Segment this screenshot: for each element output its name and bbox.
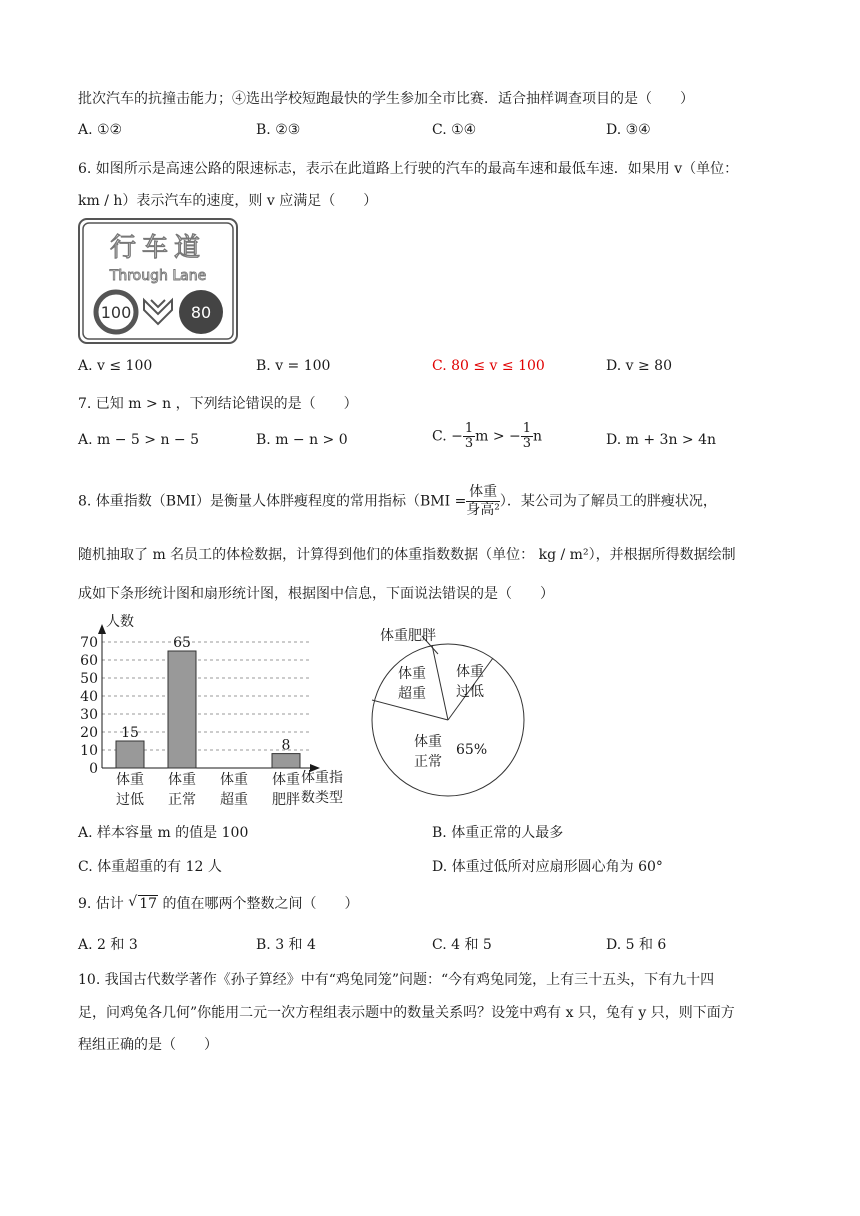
sqrt-sign: √ (128, 894, 138, 910)
bar-data-label: 8 (281, 737, 291, 754)
q9-option-d: D. 5 和 6 (606, 937, 667, 953)
x-tick-label: 体重 (116, 772, 144, 788)
x-tick-label: 过低 (116, 792, 144, 808)
pie-label-normal-1: 体重 (414, 734, 442, 750)
q7-option-a: A. m − 5 > n − 5 (78, 432, 200, 448)
x-tick-label: 体重 (168, 772, 196, 788)
q5-option-c: C. ①④ (432, 122, 477, 138)
fraction-one-third (463, 422, 475, 451)
q8-option-a: A. 样本容量 m 的值是 100 (78, 825, 249, 841)
q7-c-mid: m > − (475, 428, 521, 445)
pie-label-overweight-1: 体重 (398, 666, 426, 682)
x-tick-label: 体重 (220, 772, 248, 788)
frac-denominator: 3 (464, 436, 474, 451)
q10-stem-line2: 足，问鸡兔各几何”你能用二元一次方程组表示题中的数量关系吗？设笼中鸡有 x 只，兔有 y 只，则下面方 (78, 1005, 735, 1021)
sign-subtitle: Through Lane (109, 268, 207, 284)
q7-c-suffix: n (533, 428, 543, 445)
q7-option-c (432, 422, 542, 451)
frac-denominator: 3 (522, 436, 532, 451)
bar-chart (76, 610, 346, 810)
q9-stem-part2: 的值在哪两个整数之间（ ） (162, 896, 359, 912)
speed-limit-sign (78, 218, 238, 344)
q8-option-b: B. 体重正常的人最多 (432, 825, 564, 841)
q5-option-a: A. ①② (78, 122, 123, 138)
frac-numerator: 1 (464, 421, 474, 436)
y-tick-label: 40 (80, 689, 98, 705)
q9-option-c: C. 4 和 5 (432, 937, 492, 953)
pie-label-low-1: 体重 (456, 664, 484, 680)
pie-label-overweight-2: 超重 (398, 686, 426, 702)
bmi-fraction (466, 484, 500, 519)
q7-option-d: D. m + 3n > 4n (606, 432, 717, 448)
x-axis-title-line2: 数类型 (301, 790, 343, 806)
x-tick-label: 正常 (168, 792, 196, 808)
q8-stem-line1 (78, 484, 717, 519)
q9-stem (78, 893, 359, 913)
q6-option-d: D. v ≥ 80 (606, 358, 672, 374)
q6-option-b: B. v = 100 (256, 358, 331, 374)
x-tick-label: 体重 (272, 772, 300, 788)
bar-data-label: 15 (121, 725, 139, 741)
q9-stem-part1: 9. 估计 (78, 896, 124, 912)
q8-stem-line2: 随机抽取了 m 名员工的体检数据，计算得到他们的体重指数数据（单位： kg / m²），并根据所得数据绘制 (78, 547, 736, 563)
sign-title: 行车道 (109, 233, 207, 263)
q10-stem-line1: 10. 我国古代数学著作《孙子算经》中有“鸡兔同笼”问题：“今有鸡兔同笼，上有三十五头，下有九十四 (78, 972, 715, 988)
q7-stem: 7. 已知 m > n ，下列结论错误的是（ ） (78, 396, 358, 412)
q8-option-d: D. 体重过低所对应扇形圆心角为 60° (432, 859, 663, 875)
q7-c-prefix: C. − (432, 428, 463, 445)
max-speed-value: 100 (100, 303, 132, 322)
x-axis-title-line1: 体重指 (301, 770, 343, 786)
q6-stem-line2: km / h）表示汽车的速度，则 v 应满足（ ） (78, 193, 378, 209)
pie-chart (368, 620, 568, 800)
sqrt-radicand: 17 (139, 896, 158, 912)
frac-numerator: 1 (522, 421, 532, 436)
y-tick-label: 50 (80, 671, 98, 687)
q8-stem-line3: 成如下条形统计图和扇形统计图，根据图中信息，下面说法错误的是（ ） (78, 586, 554, 602)
q8-stem-part2: ）．某公司为了解员工的胖瘦状况， (499, 493, 717, 510)
q5-option-d: D. ③④ (606, 122, 651, 138)
q6-stem-line1: 6. 如图所示是高速公路的限速标志，表示在此道路上行驶的汽车的最高车速和最低车速．如果用 v（单位： (78, 161, 739, 177)
pie-label-low-2: 过低 (456, 684, 484, 700)
y-tick-label: 30 (80, 707, 98, 723)
pie-label-obese: 体重肥胖 (380, 628, 436, 644)
q8-option-c: C. 体重超重的有 12 人 (78, 859, 222, 875)
bar (272, 754, 300, 768)
bmi-denominator: 身高² (466, 502, 500, 518)
y-tick-label: 10 (80, 743, 98, 759)
q10-stem-line3: 程组正确的是（ ） (78, 1037, 218, 1053)
q9-option-b: B. 3 和 4 (256, 937, 316, 953)
q8-stem-part1: 8. 体重指数（BMI）是衡量人体胖瘦程度的常用指标（BMI = (78, 493, 467, 510)
bar (168, 651, 196, 768)
q5-option-b: B. ②③ (256, 122, 301, 138)
bar (116, 741, 144, 768)
y-tick-label: 70 (80, 635, 98, 651)
y-tick-label: 20 (80, 725, 98, 741)
y-axis-arrow-icon (98, 624, 106, 634)
fraction-one-third-2 (521, 422, 533, 451)
x-tick-label: 肥胖 (272, 792, 300, 808)
bmi-numerator: 体重 (466, 484, 500, 502)
min-speed-value: 80 (190, 303, 212, 322)
y-tick-label: 60 (80, 653, 98, 669)
x-tick-label: 超重 (220, 792, 248, 808)
pie-label-normal-2: 正常 (414, 754, 442, 770)
y-tick-label: 0 (89, 761, 98, 777)
q5-stem-tail: 批次汽车的抗撞击能力；④选出学校短跑最快的学生参加全市比赛．适合抽样调查项目的是（ ） (78, 91, 694, 107)
pie-percent-normal: 65% (456, 742, 488, 758)
q6-option-a: A. v ≤ 100 (78, 358, 153, 374)
q6-option-c: C. 80 ≤ v ≤ 100 (432, 358, 545, 374)
q9-option-a: A. 2 和 3 (78, 937, 138, 953)
bar-data-label: 65 (173, 635, 191, 651)
y-axis-title: 人数 (106, 614, 134, 630)
sqrt-expression (128, 896, 158, 912)
q7-option-b: B. m − n > 0 (256, 432, 348, 448)
